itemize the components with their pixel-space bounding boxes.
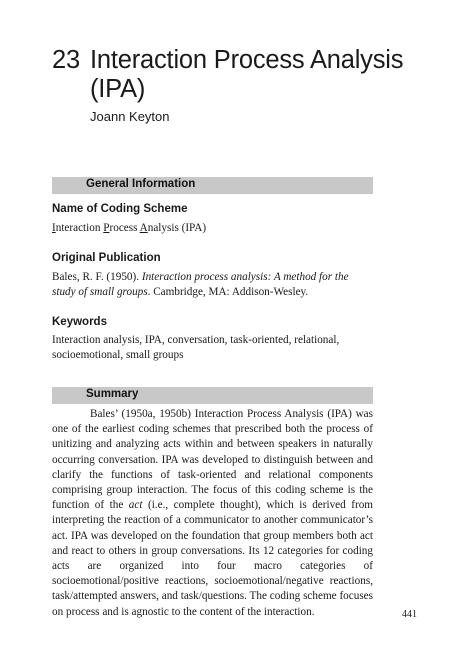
publication-citation — [52, 270, 373, 300]
acronym-letter-i: I — [52, 222, 56, 234]
author-name: Joann Keyton — [90, 109, 170, 124]
summary-text: (i.e., complete thought), which is derived from interpreting the reaction of a communicator to another communicator’s act. IPA was developed on the foundation that group members both act and react to others in group conversations. Its 12 categories for coding acts are organized into four macro categories of socioemotional/positive reactions, socioemotional/negative reactions, task/attempted answers, and task/questions. The coding scheme focuses on process and is agnostic to the content of the interaction. — [52, 499, 373, 618]
coding-scheme-text: nteraction — [55, 222, 104, 234]
keywords-heading: Keywords — [52, 316, 107, 328]
keywords-list: Interaction analysis, IPA, conversation, task-oriented, relational, socioemotional, small groups — [52, 334, 340, 362]
coding-scheme-text: rocess — [109, 222, 140, 234]
section-title-general-information: General Information — [86, 178, 196, 190]
acronym-letter-a: A — [139, 222, 148, 234]
citation-title: Interaction process analysis: A method for the study of small groups — [52, 271, 349, 299]
coding-scheme-name — [52, 221, 373, 236]
summary-emphasis: act — [128, 499, 143, 512]
summary-paragraph — [52, 407, 373, 620]
coding-scheme-text: nalysis (IPA) — [147, 222, 207, 234]
coding-scheme-heading: Name of Coding Scheme — [52, 203, 188, 215]
general-information-bar — [52, 177, 373, 194]
chapter-title-line-1: Interaction Process Analysis — [90, 46, 404, 74]
acronym-letter-p: P — [103, 222, 110, 234]
section-title-summary: Summary — [86, 388, 139, 400]
page-number: 441 — [402, 609, 417, 620]
chapter-number: 23 — [52, 46, 80, 74]
summary-bar — [52, 387, 373, 404]
summary-text: Bales’ (1950a, 1950b) Interaction Process Analysis (IPA) was one of the earliest coding schemes that prescribed both the process of unitizing and analyzing acts within and between speakers in naturally occurring conversation. IPA was developed to distinguish between and clarify the functions of task-oriented and relational components comprising group interaction. The focus of this coding scheme is the function of the — [52, 408, 373, 512]
publication-heading: Original Publication — [52, 252, 161, 264]
citation-publisher: . Cambridge, MA: Addison-Wesley. — [147, 286, 309, 299]
citation-author: Bales, R. F. (1950). — [52, 271, 142, 283]
chapter-title-line-2: (IPA) — [90, 75, 146, 103]
